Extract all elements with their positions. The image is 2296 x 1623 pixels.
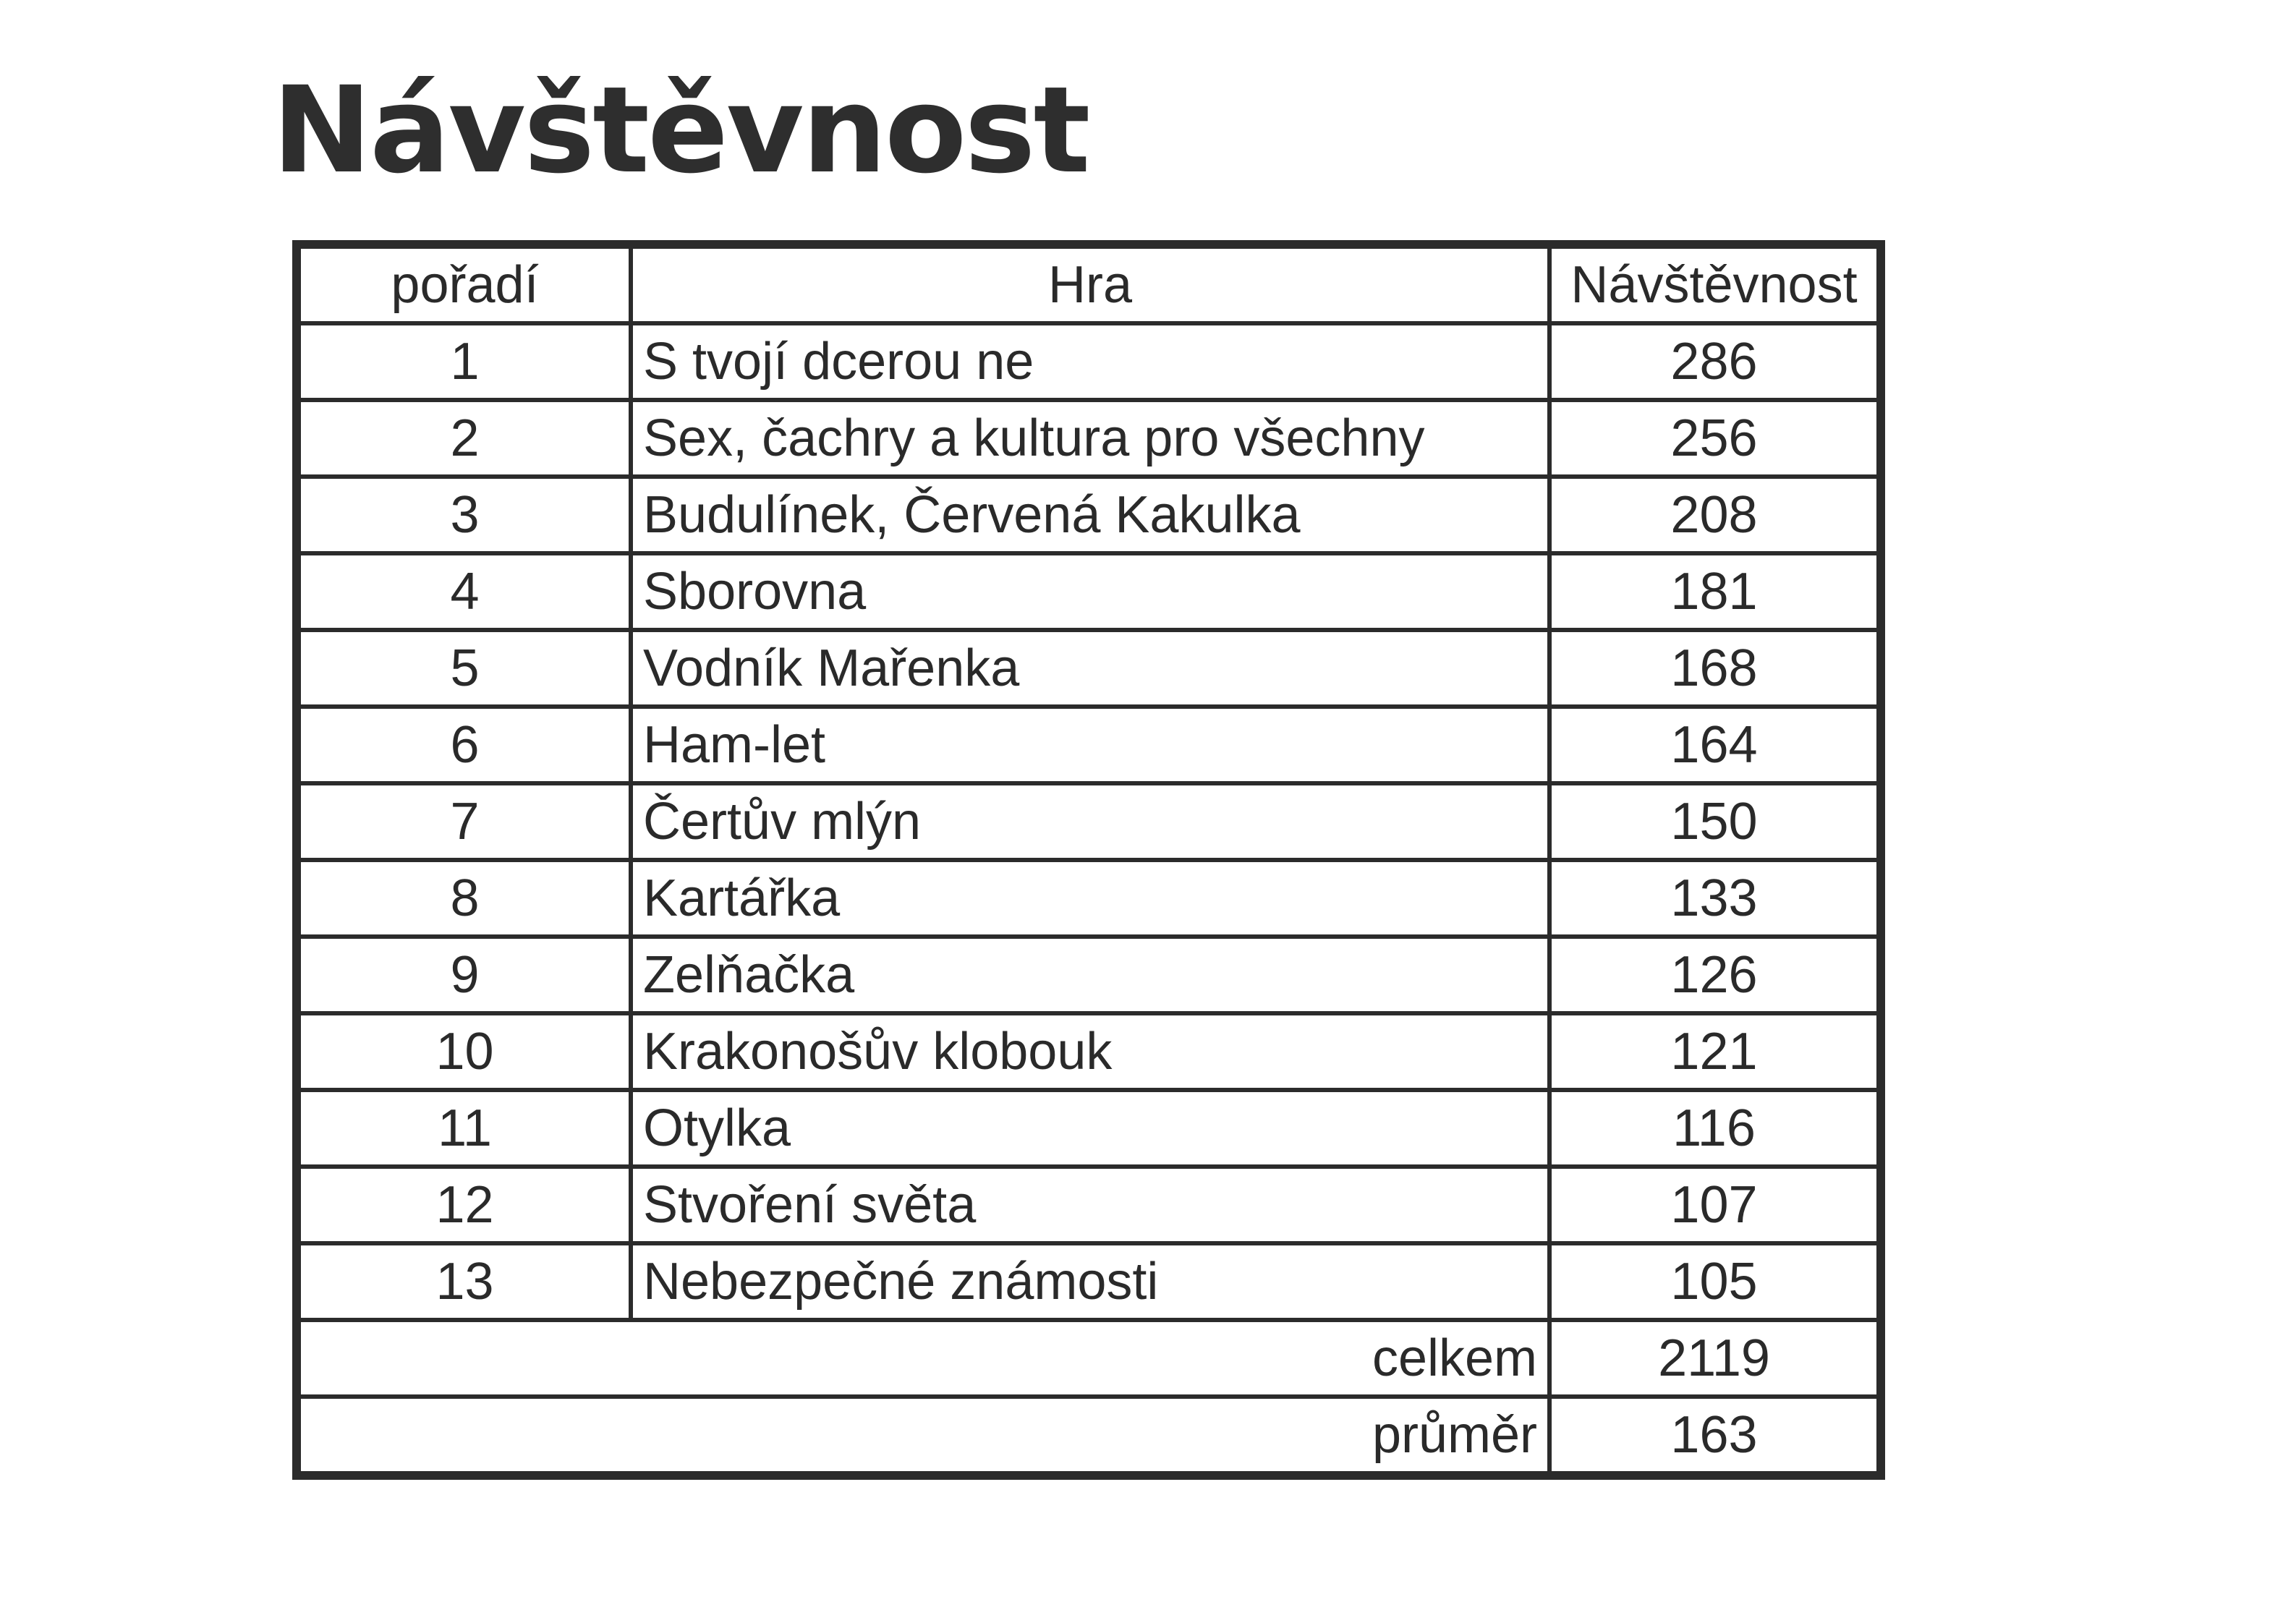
play-cell: Zelňačka	[631, 937, 1549, 1013]
attendance-cell: 164	[1549, 707, 1881, 783]
summary-value-total: 2119	[1549, 1320, 1881, 1397]
table-row	[297, 707, 1881, 783]
table-row	[297, 400, 1881, 477]
table-row	[297, 553, 1881, 630]
attendance-table-container	[292, 240, 1885, 1480]
play-cell: Čertův mlýn	[631, 783, 1549, 860]
rank-cell: 10	[297, 1013, 631, 1090]
table-row	[297, 783, 1881, 860]
attendance-cell: 181	[1549, 553, 1881, 630]
table-row	[297, 1090, 1881, 1167]
summary-label-average: průměr	[297, 1397, 1549, 1475]
table-row	[297, 323, 1881, 400]
header-row	[297, 244, 1881, 323]
attendance-cell: 105	[1549, 1243, 1881, 1320]
summary-value-average: 163	[1549, 1397, 1881, 1475]
rank-cell: 8	[297, 860, 631, 937]
summary-row-average	[297, 1397, 1881, 1475]
table-row	[297, 1013, 1881, 1090]
attendance-cell: 256	[1549, 400, 1881, 477]
attendance-cell: 168	[1549, 630, 1881, 707]
table-row	[297, 630, 1881, 707]
rank-cell: 7	[297, 783, 631, 860]
column-header-rank: pořadí	[297, 244, 631, 323]
play-cell: Stvoření světa	[631, 1167, 1549, 1243]
attendance-cell: 126	[1549, 937, 1881, 1013]
table-header	[297, 244, 1881, 323]
table-row	[297, 937, 1881, 1013]
rank-cell: 3	[297, 477, 631, 553]
attendance-cell: 286	[1549, 323, 1881, 400]
column-header-attendance: Návštěvnost	[1549, 244, 1881, 323]
attendance-cell: 133	[1549, 860, 1881, 937]
play-cell: S tvojí dcerou ne	[631, 323, 1549, 400]
attendance-cell: 208	[1549, 477, 1881, 553]
rank-cell: 9	[297, 937, 631, 1013]
attendance-cell: 150	[1549, 783, 1881, 860]
play-cell: Ham-let	[631, 707, 1549, 783]
play-cell: Otylka	[631, 1090, 1549, 1167]
column-header-play: Hra	[631, 244, 1549, 323]
rank-cell: 12	[297, 1167, 631, 1243]
table-row	[297, 477, 1881, 553]
table-row	[297, 1167, 1881, 1243]
table-row	[297, 1243, 1881, 1320]
rank-cell: 4	[297, 553, 631, 630]
page-title: Návštěvnost	[272, 61, 1089, 200]
rank-cell: 2	[297, 400, 631, 477]
attendance-cell: 116	[1549, 1090, 1881, 1167]
rank-cell: 6	[297, 707, 631, 783]
play-cell: Sex, čachry a kultura pro všechny	[631, 400, 1549, 477]
summary-row-total	[297, 1320, 1881, 1397]
play-cell: Nebezpečné známosti	[631, 1243, 1549, 1320]
rank-cell: 11	[297, 1090, 631, 1167]
rank-cell: 5	[297, 630, 631, 707]
play-cell: Vodník Mařenka	[631, 630, 1549, 707]
rank-cell: 1	[297, 323, 631, 400]
attendance-cell: 107	[1549, 1167, 1881, 1243]
summary-label-total: celkem	[297, 1320, 1549, 1397]
table-row	[297, 860, 1881, 937]
rank-cell: 13	[297, 1243, 631, 1320]
play-cell: Krakonošův klobouk	[631, 1013, 1549, 1090]
play-cell: Budulínek, Červená Kakulka	[631, 477, 1549, 553]
play-cell: Kartářka	[631, 860, 1549, 937]
table-summary	[297, 1320, 1881, 1475]
attendance-cell: 121	[1549, 1013, 1881, 1090]
table-body	[297, 323, 1881, 1320]
play-cell: Sborovna	[631, 553, 1549, 630]
attendance-table	[292, 240, 1885, 1480]
